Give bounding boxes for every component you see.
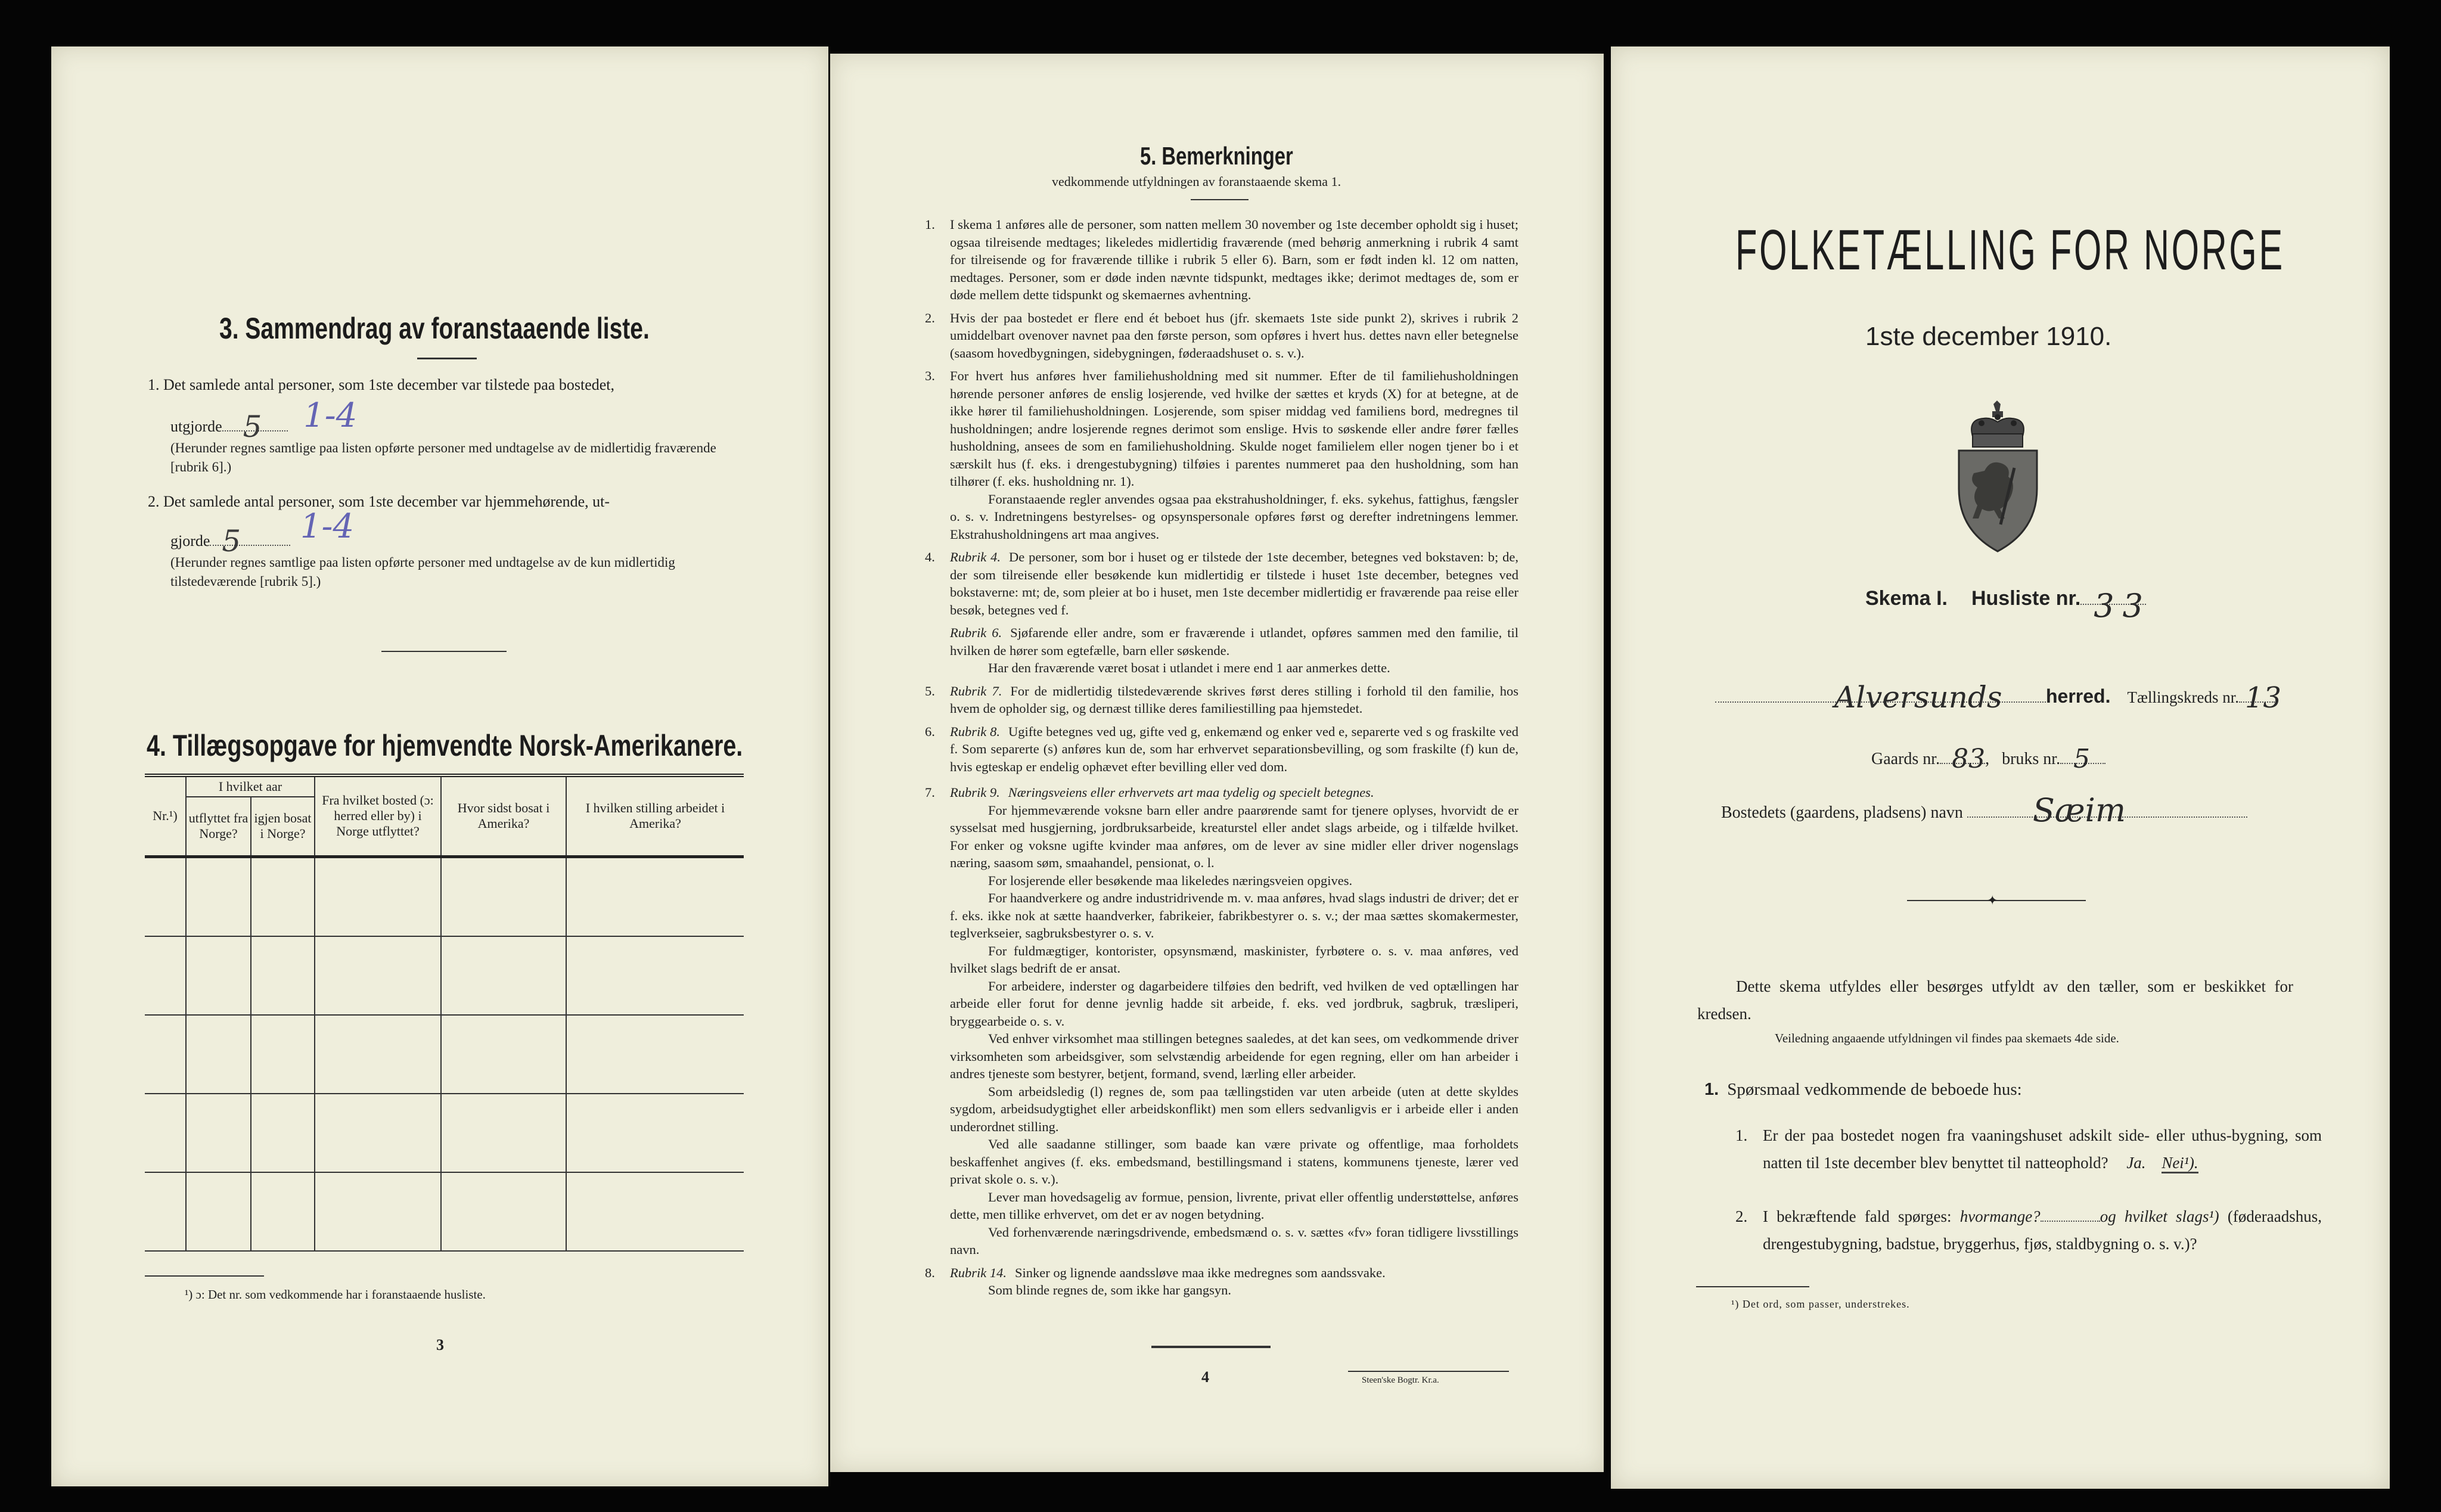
remark-paragraph: Som arbeidsledig (l) regnes de, som paa tællingstiden var uten arbeide (uten at dette skyldes sygdom, arbeidsudygtighet eller arbeidskonflikt) men som ellers sedvanligvis er i arbeide eller i anden underordnet stilling. xyxy=(950,1083,1518,1134)
table-cell[interactable] xyxy=(186,856,251,936)
remark-text: De personer, som bor i huset og er tilstede der 1ste december, betegnes ved bokstaven: b; de, der som tilreisende eller besøkende kun midlertidig er tilstede i huset 1ste december, betegnes ved bokstaverne: mt; de, som pleier at bo i huset, men 1ste december midlertidig er fraværende paa reise eller besøk, betegnes ved f. xyxy=(950,549,1518,617)
remark-text: Sjøfarende eller andre, som er fraværende i utlandet, opføres sammen med den familie, til hvilken de hører som egtefælle, barn eller søskende. xyxy=(950,625,1518,658)
herred-name[interactable]: Alversunds xyxy=(1834,680,2002,715)
field-label: gjorde xyxy=(170,532,210,549)
table-cell[interactable] xyxy=(441,1015,566,1094)
table-cell[interactable] xyxy=(566,1015,744,1094)
col-header-year-group: I hvilket aar xyxy=(186,775,315,797)
table-cell[interactable] xyxy=(441,856,566,936)
col-header-last-residence: Hvor sidst bosat i Amerika? xyxy=(441,775,566,856)
table-cell[interactable] xyxy=(145,1172,186,1251)
page-number-4: 4 xyxy=(1201,1368,1209,1386)
rubrik-label: Rubrik 9. xyxy=(950,785,1000,800)
remark-paragraph: Ved forhenværende næringsdrivende, embedsmænd o. s. v. sættes «fv» foran tidligere livsstillings navn. xyxy=(950,1224,1518,1257)
remark-8 xyxy=(925,1264,1518,1299)
printer-rule xyxy=(1348,1371,1509,1372)
table-cell[interactable] xyxy=(566,1094,744,1172)
answer-ja[interactable]: Ja. xyxy=(2126,1154,2146,1172)
remark-paragraph: For hjemmeværende voksne barn eller andre paarørende samt for tjenere oplyses, hvorvidt de er sysselsat med husgjerning, jordbruksarbeide, kreaturstel eller andet slags arbeide, og i tilfælde hvilket. For enker og voksne ugifte kvinder maa anføres, om de lever av sine midler eller driver nogenslags næring, saasom søm, smaahandel, pensionat, o. l. xyxy=(950,802,1518,870)
rubrik-label: Rubrik 4. xyxy=(950,549,1001,564)
remark-4 xyxy=(925,548,1518,619)
summary-item-1-field xyxy=(170,396,358,444)
left-page xyxy=(51,46,828,1486)
table-footnote: ¹) ɔ: Det nr. som vedkommende har i foranstaaende husliste. xyxy=(185,1287,486,1302)
remark-paragraph: Ved alle saadanne stillinger, som baade kan være private og offentlige, maa forholdets beskaffenhet angives (f. eks. embedsmand, bestillingsmand i statens, kommunens tjeneste, lærer ved privat skole o. s. v.). xyxy=(950,1137,1518,1187)
rubrik-label: Rubrik 6. xyxy=(950,625,1002,640)
remark-number: 6. xyxy=(925,724,935,739)
table-row xyxy=(145,856,744,936)
table-cell[interactable] xyxy=(566,1172,744,1251)
table-cell[interactable] xyxy=(441,1172,566,1251)
gaards-line: Gaards nr. 83 , bruks nr. 5 xyxy=(1871,750,2105,769)
table-row xyxy=(145,936,744,1015)
husliste-number[interactable]: 33 xyxy=(2094,587,2151,625)
handwritten-annotation: 1-4 xyxy=(300,507,355,546)
question-heading xyxy=(1704,1080,2022,1100)
summary-item-2-note: (Herunder regnes samtlige paa listen opførte personer med undtagelse av de kun midlertidig tilstedeværende [rubrik 5].) xyxy=(170,555,675,589)
remarks-title: 5. Bemerkninger xyxy=(1140,142,1293,170)
remark-number: 7. xyxy=(925,785,935,800)
remark-text: Næringsveiens eller erhvervets art maa tydelig og specielt betegnes. xyxy=(1008,785,1374,800)
bosted-line xyxy=(1721,791,2247,829)
remark-number: 8. xyxy=(925,1265,935,1280)
table-cell[interactable] xyxy=(441,1094,566,1172)
col-header-occupation: I hvilken stilling arbeidet i Amerika? xyxy=(566,775,744,856)
which-kind-label: og hvilket slags¹) xyxy=(2100,1207,2219,1225)
remark-number: 3. xyxy=(925,368,935,383)
col-header-from-where: Fra hvilket bosted (ɔ: herred eller by) i Norge utflyttet? xyxy=(315,775,441,856)
table-cell[interactable] xyxy=(145,856,186,936)
table-cell[interactable] xyxy=(441,936,566,1015)
rubrik-label: Rubrik 7. xyxy=(950,683,1002,698)
table-cell[interactable] xyxy=(315,856,441,936)
remark-6 xyxy=(925,723,1518,776)
remark-number: 1. xyxy=(925,217,935,232)
remark-paragraph: Som blinde regnes de, som ikke har gangsyn. xyxy=(988,1283,1232,1297)
kreds-label: Tællingskreds nr. xyxy=(2127,688,2239,706)
remark-paragraph: Ved enhver virksomhet maa stillingen betegnes saaledes, at det kan sees, om vedkommende driver virksomheten som arbeidsgiver, som selvstændig arbeidende for egen regning, eller om han arbeider i andres tjeneste som bestyrer, betjent, formand, svend, lærling eller arbeider. xyxy=(950,1031,1518,1081)
table-cell[interactable] xyxy=(145,1094,186,1172)
table-cell[interactable] xyxy=(566,936,744,1015)
handwritten-resident-count[interactable]: 5 xyxy=(222,524,241,558)
table-cell[interactable] xyxy=(251,1094,315,1172)
how-many-label: hvormange? xyxy=(1959,1207,2041,1225)
field-label: utgjorde xyxy=(170,418,222,435)
remark-number: 2. xyxy=(925,310,935,325)
col-header-emigrated: utflyttet fra Norge? xyxy=(186,797,251,856)
remark-text: For de midlertidig tilstedeværende skrives først deres stilling i forhold til den familie, hos hvem de opholder sig, og dernæst tillike deres familiestilling paa hjemstedet. xyxy=(950,683,1518,716)
table-row xyxy=(145,1172,744,1251)
question-1 xyxy=(1735,1122,2322,1176)
table-cell[interactable] xyxy=(315,1094,441,1172)
norwegian-americans-table xyxy=(145,774,744,1252)
table-row xyxy=(145,1094,744,1172)
remark-paragraph: Lever man hovedsagelig av formue, pension, livrente, privat eller offentlig understøttelse, anføres dette, men tillike erhvervet, om det er av nogen betydning. xyxy=(950,1189,1518,1222)
remark-1 xyxy=(925,216,1518,304)
remark-number: 5. xyxy=(925,683,935,698)
guidance-text: Veiledning angaaende utfyldningen vil findes paa skemaets 4de side. xyxy=(1775,1031,2119,1045)
coat-of-arms-icon xyxy=(1958,399,2038,554)
summary-item-1-note: (Herunder regnes samtlige paa listen opførte personer med undtagelse av de midlertidig fraværende [rubrik 6].) xyxy=(170,440,716,474)
summary-item-2: 2. Det samlede antal personer, som 1ste december var hjemmehørende, ut- xyxy=(148,493,610,510)
table-cell[interactable] xyxy=(186,1094,251,1172)
footnote-rule xyxy=(1696,1286,1809,1287)
rubrik-label: Rubrik 14. xyxy=(950,1265,1007,1280)
remark-text: Ugifte betegnes ved ug, gifte ved g, enkemænd og enker ved e, separerte ved s og fraskilte ved f. Som separerte (s) anføres kun de, som har erhvervet separationsbevilling, og som fraskilte (f) kun de, hvis egteskap er endelig ophævet efter bevilling eller ved dom. xyxy=(950,724,1518,774)
ornament-icon: ✦ xyxy=(1987,893,1998,908)
remark-text: I skema 1 anføres alle de personer, som natten mellem 30 november og 1ste december opholdt sig i huset; ogsaa tilreisende medtages; likeledes midlertidig fraværende (med behørig anmerkning i rubrik 4 samt for tilreisende og for fraværende tillike i rubrik 5 eller 6). Barn, som er født inden kl. 12 om natten, medtages. Personer, som er døde inden nævnte tidspunkt, medtages ikke; derimot medtages de, som er døde mellem dette tidspunkt og skemaernes avhentning. xyxy=(950,217,1518,302)
remark-number: 4. xyxy=(925,549,935,564)
remarks-list xyxy=(925,216,1518,1305)
question-number: 2. xyxy=(1735,1207,1748,1225)
remark-paragraph: Har den fraværende været bosat i utlandet i mere end 1 aar anmerkes dette. xyxy=(988,660,1390,675)
remark-4-rubrik-6 xyxy=(925,624,1518,677)
question-text: (føderaadshus, drengestubygning, badstue, bryggerhus, fjøs, staldbygning o. s. v.)? xyxy=(1763,1207,2322,1253)
question-text: Er der paa bostedet nogen fra vaaningshuset adskilt side- eller uthus-bygning, som natten til 1ste december blev benyttet til natteophold? xyxy=(1763,1126,2322,1172)
col-header-returned: igjen bosat i Norge? xyxy=(251,797,315,856)
answer-nei-selected[interactable]: Nei¹). xyxy=(2162,1154,2198,1173)
remark-7 xyxy=(925,784,1518,1259)
question-heading-text: Spørsmaal vedkommende de beboede hus: xyxy=(1727,1080,2022,1099)
divider xyxy=(381,651,507,652)
how-many-field[interactable] xyxy=(2041,1221,2100,1222)
husliste-label: Husliste nr. xyxy=(1971,587,2081,610)
bosted-name[interactable]: Sæim xyxy=(2032,791,2126,829)
herred-label: herred. xyxy=(2046,685,2111,707)
bruks-label: bruks nr. xyxy=(2002,750,2061,768)
husliste-line xyxy=(1865,587,2151,625)
table-cell[interactable] xyxy=(251,936,315,1015)
census-date: 1ste december 1910. xyxy=(1865,322,2112,351)
census-title: FOLKETÆLLING FOR NORGE xyxy=(1735,218,2285,282)
table-cell[interactable] xyxy=(315,1172,441,1251)
table-cell[interactable] xyxy=(251,1015,315,1094)
section4-title: 4. Tillægsopgave for hjemvendte Norsk-Amerikanere. xyxy=(147,729,743,762)
table-cell[interactable] xyxy=(251,1172,315,1251)
table-cell[interactable] xyxy=(145,936,186,1015)
table-cell[interactable] xyxy=(186,936,251,1015)
remark-paragraph: For fuldmægtiger, kontorister, opsynsmænd, maskinister, fyrbøtere o. s. v. maa anføres, ved hvilket slags bedrift de er ansat. xyxy=(950,943,1518,976)
remark-text: Sinker og lignende aandssløve maa ikke medregnes som aandssvake. xyxy=(1015,1265,1386,1280)
bosted-label: Bostedets (gaardens, pladsens) navn xyxy=(1721,803,1963,822)
section3-title: 3. Sammendrag av foranstaaende liste. xyxy=(219,312,650,345)
rubrik-label: Rubrik 8. xyxy=(950,724,1000,739)
handwritten-present-count[interactable]: 5 xyxy=(243,409,262,444)
remark-paragraph: Foranstaaende regler anvendes ogsaa paa ekstrahusholdninger, f. eks. sykehus, fattighus, fængsler o. s. v. Indretningens bestyrelses- og opsynspersonale opføres først og derefter indretningens lemmer. Ekstrahusholdningens art maa angives. xyxy=(950,491,1518,542)
divider xyxy=(1151,1346,1271,1348)
summary-item-1: 1. Det samlede antal personer, som 1ste december var tilstede paa bostedet, xyxy=(148,376,615,393)
remark-text: Hvis der paa bostedet er flere end ét beboet hus (jfr. skemaets 1ste side punkt 2), skrives i rubrik 2 umiddelbart ovenover navnet paa den første person, som opføres i hvert hus. dettes navn eller betegnelse (saasom hovedbygningen, sidebygningen, føderaadshuset o. s. v.). xyxy=(950,310,1518,361)
handwritten-annotation: 1-4 xyxy=(303,396,358,435)
page-number-3: 3 xyxy=(436,1336,444,1353)
intro-text: Dette skema utfyldes eller besørges utfyldt av den tæller, som er beskikket for kredsen. xyxy=(1697,977,2293,1023)
question-number: 1. xyxy=(1735,1126,1748,1144)
question-2 xyxy=(1735,1203,2322,1258)
remark-paragraph: For haandverkere og andre industridrivende m. v. maa anføres, hvad slags industri de driver; det er f. eks. ikke nok at sætte haandverker, fabrikeier, fabrikbestyrer o. s. v.; der maa sættes skomakermester, teglverkseier, sagbruksbestyrer o. s. v. xyxy=(950,890,1518,940)
col-header-nr: Nr.¹) xyxy=(153,808,178,824)
table-row xyxy=(145,1015,744,1094)
table-cell[interactable] xyxy=(315,1015,441,1094)
table-cell[interactable] xyxy=(315,936,441,1015)
remarks-subtitle: vedkommende utfyldningen av foranstaaende skema 1. xyxy=(1052,174,1341,189)
remark-text: For hvert hus anføres hver familiehusholdning med sit nummer. Efter de til familiehusholdningen hørende personer anføres de enslig losjerende, ved hvilke der sættes et kryds (X) for at betegne, at de ikke hører til familiehusholdningen. Losjerende, som spiser middag ved familiens bord, medregnes til husholdningen; andre losjerende regnes derimot som enslige. Hvis to søskende eller andre fører fælles husholdning, ansees de som en familiehusholdning. Skulde noget familielem eller nogen tjener bo i et særskilt hus (f. eks. i drengestubygning) tilføies i parentes nummeret paa den husholdning, som han tilhører (f. eks. husholdning nr. 1). xyxy=(950,368,1518,489)
question-text: I bekræftende fald spørges: xyxy=(1763,1207,1952,1225)
table-cell[interactable] xyxy=(186,1015,251,1094)
bruks-number[interactable]: 5 xyxy=(2073,744,2091,774)
footnote-rule xyxy=(145,1275,264,1277)
gaards-label: Gaards nr. xyxy=(1871,750,1940,768)
divider xyxy=(1191,199,1249,200)
remark-2 xyxy=(925,309,1518,362)
herred-line xyxy=(1715,680,2282,715)
remark-5 xyxy=(925,682,1518,718)
skema-label: Skema I. xyxy=(1865,587,1948,610)
printer-imprint: Steen'ske Bogtr. Kr.a. xyxy=(1362,1376,1439,1385)
remark-3 xyxy=(925,367,1518,543)
table-cell[interactable] xyxy=(186,1172,251,1251)
table-cell[interactable] xyxy=(251,856,315,936)
question-heading-number: 1. xyxy=(1704,1080,1719,1099)
table-cell[interactable] xyxy=(145,1015,186,1094)
summary-item-2-field xyxy=(170,507,355,558)
remark-paragraph: For arbeidere, inderster og dagarbeidere tilføies den bedrift, ved hvilken de ved optællingen har arbeide eller forut for denne jevnlig hadde sit arbeide, f. eks. ved jordbruk, sagbruk, træsliperi, bryggearbeide o. s. v. xyxy=(950,978,1518,1029)
kreds-number[interactable]: 13 xyxy=(2244,681,2282,715)
remark-paragraph: For losjerende eller besøkende maa likeledes næringsveien opgives. xyxy=(988,873,1353,888)
table-cell[interactable] xyxy=(566,856,744,936)
footnote: ¹) Det ord, som passer, understrekes. xyxy=(1731,1298,1910,1310)
divider xyxy=(417,358,477,359)
gaards-number[interactable]: 83 xyxy=(1952,744,1986,774)
